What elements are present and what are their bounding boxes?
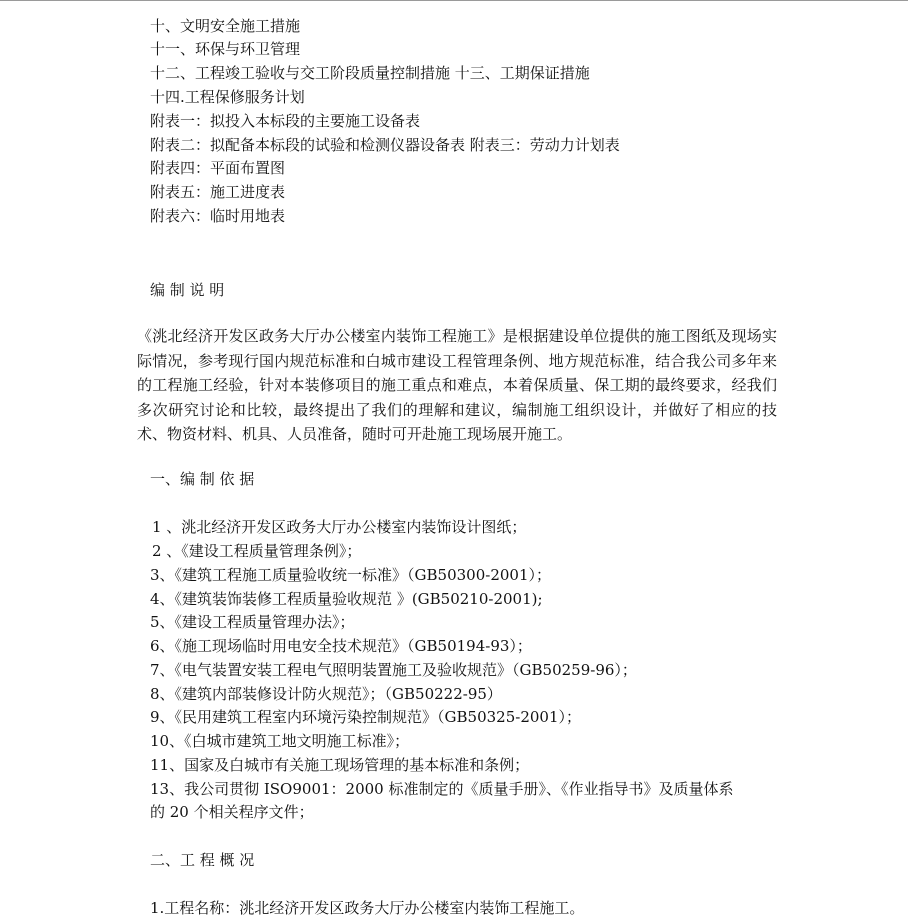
overview-section-title: 二、工 程 概 况 xyxy=(150,851,255,869)
basis-item: 2 、《建设工程质量管理条例》； xyxy=(152,542,362,560)
basis-item: 1 、洮北经济开发区政务大厅办公楼室内装饰设计图纸； xyxy=(152,518,527,536)
compile-notes-title: 编 制 说 明 xyxy=(150,281,225,299)
toc-item-14: 十四.工程保修服务计划 xyxy=(150,88,305,106)
basis-item: 5、《建设工程质量管理办法》； xyxy=(150,613,355,631)
basis-item: 7、《电气装置安装工程电气照明装置施工及验收规范》（GB50259-96）； xyxy=(150,661,637,679)
toc-appendix-4: 附表四：平面布置图 xyxy=(150,159,286,177)
basis-section-title: 一、编 制 依 据 xyxy=(150,470,255,488)
toc-appendix-5: 附表五：施工进度表 xyxy=(150,183,286,201)
toc-item-10: 十、文明安全施工措施 xyxy=(150,17,301,35)
toc-item-11: 十一、环保与环卫管理 xyxy=(150,40,301,58)
toc-appendix-2-3: 附表二：拟配备本标段的试验和检测仪器设备表 附表三：劳动力计划表 xyxy=(150,136,620,154)
page-top-border xyxy=(0,0,908,1)
basis-item: 10、《白城市建筑工地文明施工标准》； xyxy=(150,732,410,750)
overview-project-name: 1.工程名称：洮北经济开发区政务大厅办公楼室内装饰工程施工。 xyxy=(150,899,585,917)
compile-notes-paragraph: 《洮北经济开发区政务大厅办公楼室内装饰工程施工》是根据建设单位提供的施工图纸及现场实际情况，参考现行国内规范标准和白城市建设工程管理条例、地方规范标准，结合我公司多年来的工程施工经验，针对本装修项目的施工重点和难点，本着保质量、保工期的最终要求，经我们多次研究讨论和比较，最终提出了我们的理解和建议，编制施工组织设计，并做好了相应的技术、物资材料、机具、人员准备，随时可开赴施工现场展开施工。 xyxy=(137,327,777,443)
basis-item: 9、《民用建筑工程室内环境污染控制规范》（GB50325-2001）； xyxy=(150,708,582,726)
toc-appendix-1: 附表一：拟投入本标段的主要施工设备表 xyxy=(150,112,421,130)
basis-item: 3、《建筑工程施工质量验收统一标准》（GB50300-2001）； xyxy=(150,566,552,584)
basis-item: 11、国家及白城市有关施工现场管理的基本标准和条例； xyxy=(150,756,530,774)
basis-item: 6、《施工现场临时用电安全技术规范》（GB50194-93）； xyxy=(150,637,532,655)
toc-item-12-13: 十二、工程竣工验收与交工阶段质量控制措施 十三、工期保证措施 xyxy=(150,64,590,82)
basis-item: 8、《建筑内部装修设计防火规范》；（GB50222-95） xyxy=(150,685,502,703)
basis-item: 13、我公司贯彻 ISO9001：2000 标准制定的《质量手册》、《作业指导书》及质量体系 xyxy=(150,780,734,798)
basis-item: 4、《建筑装饰装修工程质量验收规范 》(GB50210-2001); xyxy=(150,590,543,608)
basis-item: 的 20 个相关程序文件； xyxy=(150,803,314,821)
toc-appendix-6: 附表六：临时用地表 xyxy=(150,207,286,225)
